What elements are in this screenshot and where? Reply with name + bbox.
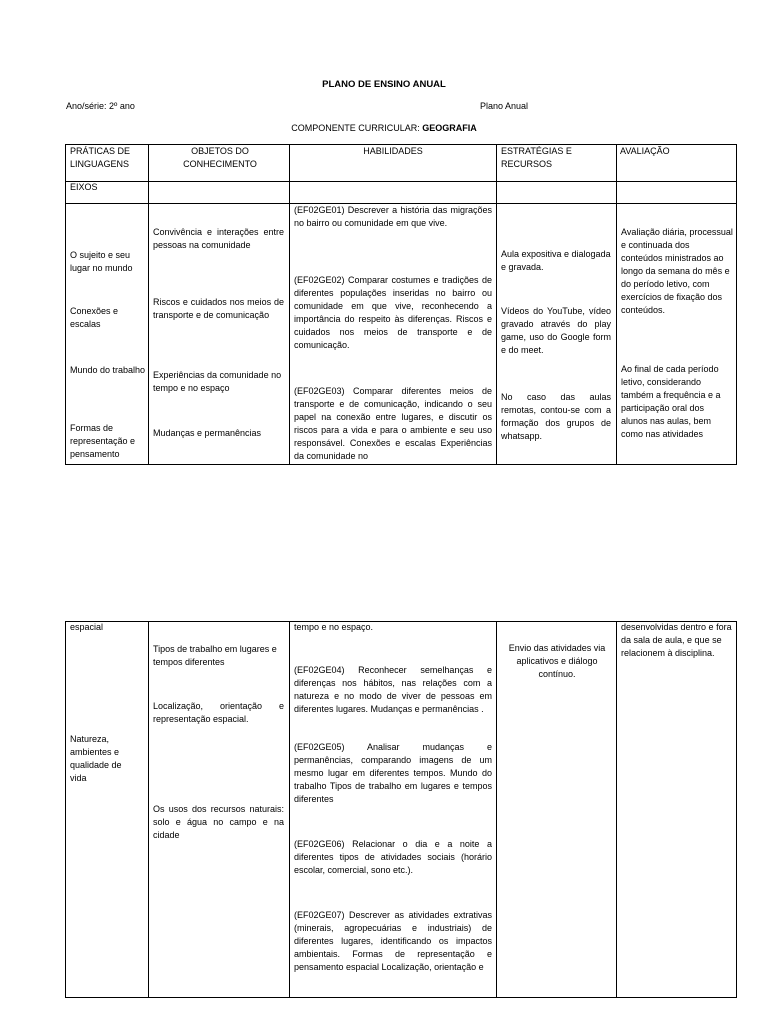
- component-prefix: COMPONENTE CURRICULAR:: [291, 123, 420, 133]
- pratica-item: espacial: [70, 622, 104, 632]
- header-objetos: OBJETOS DO CONHECIMENTO: [183, 146, 257, 170]
- page-title: PLANO DE ENSINO ANUAL: [322, 79, 446, 90]
- avaliacao-item: desenvolvidas dentro e fora da sala de aula, e que se relacionem à disciplina.: [621, 622, 732, 659]
- avaliacao-item: Avaliação diária, processual e continuada dos conteúdos ministrados ao longo da semana do mês e do período letivo, com exercícios de fixação dos conteúdos.: [621, 227, 733, 316]
- header-estrategias: ESTRATÉGIAS E RECURSOS: [501, 146, 572, 170]
- habilidade-item: (EF02GE07) Descrever as atividades extrativas (minerais, agropecuárias e industriais) de diferentes lugares, identificando os impactos ambientais. Formas de representação e pensamento espacial Localização, orientação e: [294, 910, 492, 973]
- table-border: [736, 621, 737, 998]
- estrategia-item: Envio das atividades via aplicativos e diálogo contínuo.: [508, 643, 606, 680]
- header-avaliacao: AVALIAÇÃO: [620, 146, 670, 156]
- objeto-item: Riscos e cuidados nos meios de transporte e de comunicação: [153, 297, 284, 321]
- estrategia-item: No caso das aulas remotas, contou-se com a formação dos grupos de whatsapp.: [501, 392, 611, 442]
- pratica-item: Natureza, ambientes e qualidade de vida: [70, 734, 122, 784]
- habilidade-item: (EF02GE04) Reconhecer semelhanças e diferenças nos hábitos, nas relações com a natureza e no modo de viver de pessoas em diferentes lugares. Mudanças e permanências .: [294, 665, 492, 715]
- table-divider: [289, 144, 290, 465]
- pratica-item: Mundo do trabalho: [70, 365, 146, 375]
- table-divider: [496, 144, 497, 465]
- objeto-item: Tipos de trabalho em lugares e tempos diferentes: [153, 644, 277, 668]
- table-border: [65, 464, 737, 465]
- table-divider: [496, 621, 497, 998]
- objeto-item: Convivência e interações entre pessoas na comunidade: [153, 227, 284, 251]
- estrategia-item: Aula expositiva e dialogada e gravada.: [501, 249, 611, 273]
- table-border: [65, 997, 737, 998]
- table-divider: [616, 144, 617, 465]
- habilidade-item: (EF02GE01) Descrever a história das migrações no bairro ou comunidade em que vive.: [294, 205, 492, 229]
- habilidade-item: (EF02GE02) Comparar costumes e tradições de diferentes populações inseridas no bairro ou comunidade em que vive, reconhecendo a importância do respeito às diferenças. Riscos e cuidados nos meios de transporte e de comunicação.: [294, 275, 492, 351]
- objeto-item: Localização, orientação e representação espacial.: [153, 701, 284, 725]
- header-praticas: PRÁTICAS DE LINGUAGENS: [70, 146, 131, 170]
- table-border: [65, 144, 66, 465]
- estrategia-item: Vídeos do YouTube, vídeo gravado através do play game, uso do Google form e do meet.: [501, 306, 611, 356]
- header-habilidades: HABILIDADES: [363, 146, 423, 156]
- table-divider: [65, 181, 737, 182]
- avaliacao-item: Ao final de cada período letivo, considerando também a frequência e a participação oral dos alunos nas aulas, bem como nas atividades: [621, 364, 721, 440]
- table-divider: [616, 621, 617, 998]
- component-name: GEOGRAFIA: [422, 123, 477, 133]
- pratica-item: O sujeito e seu lugar no mundo: [70, 250, 133, 274]
- objeto-item: Os usos dos recursos naturais: solo e água no campo e na cidade: [153, 804, 284, 841]
- habilidade-item: (EF02GE05) Analisar mudanças e permanências, comparando imagens de um mesmo lugar em diferentes tempos. Mundo do trabalho Tipos de trabalho em lugares e tempos diferentes: [294, 742, 492, 805]
- habilidade-item: (EF02GE03) Comparar diferentes meios de transporte e de comunicação, indicando o seu papel na conexão entre lugares, e discutir os riscos para a vida e para o ambiente e seu uso responsável. Conexões e escalas Experiências da comunidade no: [294, 386, 492, 462]
- table-border: [736, 144, 737, 465]
- plan-label: Plano Anual: [480, 101, 529, 111]
- objeto-item: Experiências da comunidade no tempo e no espaço: [153, 370, 282, 394]
- year-label: Ano/série: 2º ano: [66, 101, 135, 111]
- component-line: [0, 122, 768, 135]
- pratica-item: Conexões e escalas: [70, 306, 119, 330]
- table-divider: [148, 621, 149, 998]
- objeto-item: Mudanças e permanências: [153, 428, 262, 438]
- habilidade-item: tempo e no espaço.: [294, 622, 374, 632]
- table-border: [65, 621, 66, 998]
- eixos-label: EIXOS: [70, 182, 98, 192]
- habilidade-item: (EF02GE06) Relacionar o dia e a noite a diferentes tipos de atividades sociais (horário escolar, comercial, sono etc.).: [294, 839, 492, 876]
- pratica-item: Formas de representação e pensamento: [70, 423, 136, 460]
- table-divider: [148, 144, 149, 465]
- table-divider: [289, 621, 290, 998]
